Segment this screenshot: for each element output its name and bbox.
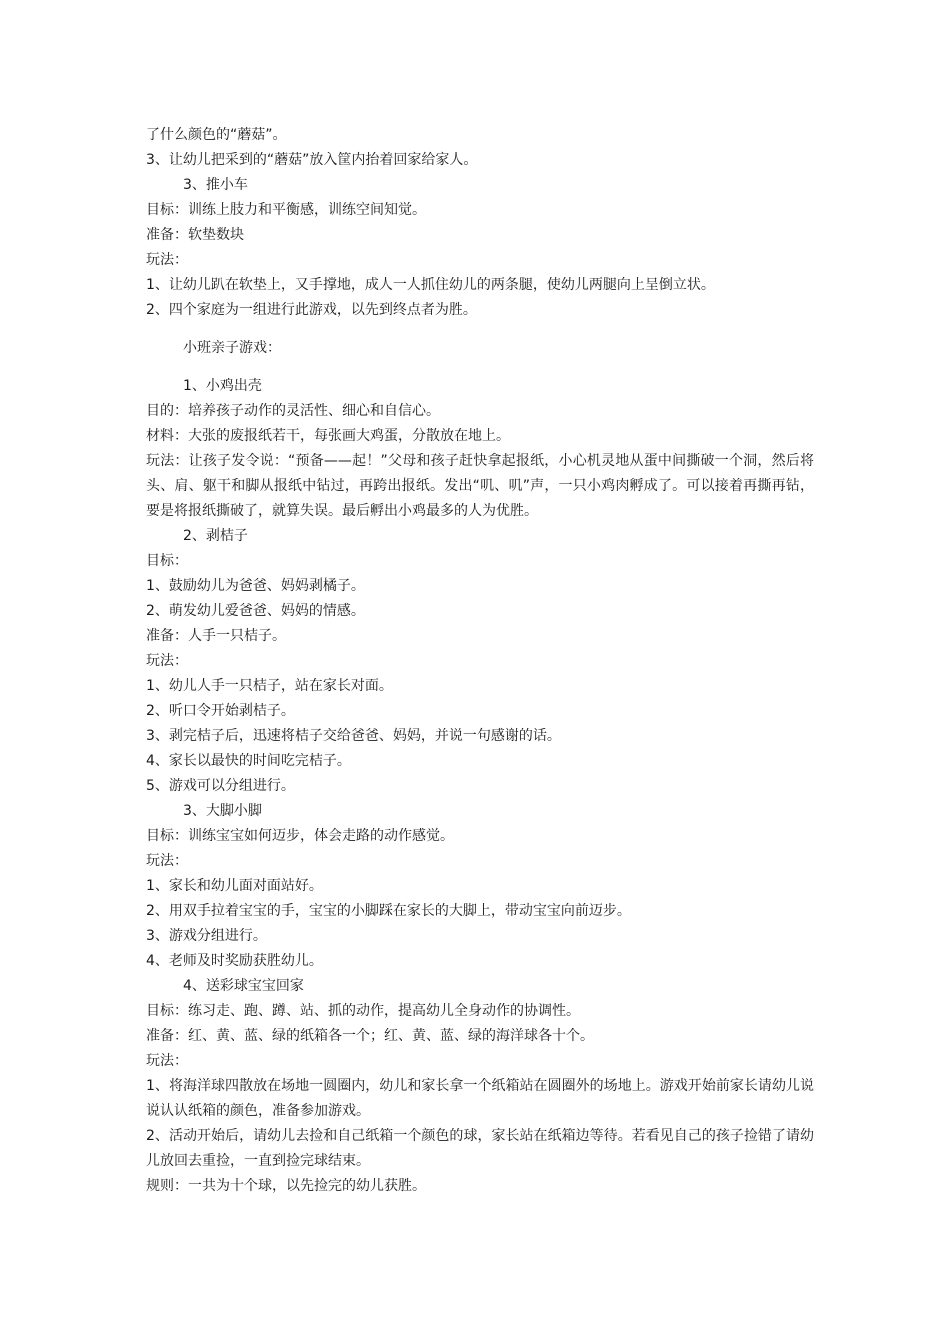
paragraph: 2、活动开始后，请幼儿去捡和自己纸箱一个颜色的球，家长站在纸箱边等待。若看见自己的孩子捡错了请幼儿放回去重捡，一直到捡完球结束。 (146, 1128, 814, 1169)
chapter-heading: 小班亲子游戏： (183, 340, 281, 356)
text-line: 目标：练习走、跑、蹲、站、抓的动作，提高幼儿全身动作的协调性。 (146, 1003, 580, 1019)
text-line: 目标：训练上肢力和平衡感，训练空间知觉。 (146, 202, 426, 218)
text-line: 玩法： (146, 653, 188, 669)
section-heading: 4、送彩球宝宝回家 (183, 978, 304, 994)
text-line: 规则：一共为十个球，以先捡完的幼儿获胜。 (146, 1178, 426, 1194)
section-heading: 1、小鸡出壳 (183, 378, 262, 394)
text-line: 1、鼓励幼儿为爸爸、妈妈剥橘子。 (146, 578, 365, 594)
text-line: 玩法： (146, 1053, 188, 1069)
text-line: 目的：培养孩子动作的灵活性、细心和自信心。 (146, 403, 440, 419)
text-line: 材料：大张的废报纸若干，每张画大鸡蛋，分散放在地上。 (146, 428, 510, 444)
paragraph: 1、将海洋球四散放在场地一圆圈内，幼儿和家长拿一个纸箱站在圆圈外的场地上。游戏开始前家长请幼儿说说认认纸箱的颜色，准备参加游戏。 (146, 1078, 814, 1119)
text-line: 准备：人手一只桔子。 (146, 628, 286, 644)
text-line: 了什么颜色的“蘑菇”。 (146, 127, 287, 143)
text-line: 目标：训练宝宝如何迈步，体会走路的动作感觉。 (146, 828, 454, 844)
text-line: 玩法： (146, 853, 188, 869)
text-line: 1、家长和幼儿面对面站好。 (146, 878, 323, 894)
text-line: 5、游戏可以分组进行。 (146, 778, 295, 794)
text-line: 4、家长以最快的时间吃完桔子。 (146, 753, 351, 769)
text-line: 3、让幼儿把采到的“蘑菇”放入筐内抬着回家给家人。 (146, 152, 478, 168)
text-line: 1、让幼儿趴在软垫上，又手撑地，成人一人抓住幼儿的两条腿，使幼儿两腿向上呈倒立状。 (146, 277, 715, 293)
text-line: 准备：软垫数块 (146, 227, 244, 243)
text-line: 2、萌发幼儿爱爸爸、妈妈的情感。 (146, 603, 365, 619)
text-line: 玩法： (146, 252, 188, 268)
text-line: 3、游戏分组进行。 (146, 928, 267, 944)
text-line: 1、幼儿人手一只桔子，站在家长对面。 (146, 678, 393, 694)
text-line: 2、听口令开始剥桔子。 (146, 703, 295, 719)
text-line: 2、四个家庭为一组进行此游戏，以先到终点者为胜。 (146, 302, 477, 318)
document-body (146, 123, 814, 1199)
section-heading: 3、推小车 (183, 177, 248, 193)
section-heading: 2、剥桔子 (183, 528, 248, 544)
text-line: 4、老师及时奖励获胜幼儿。 (146, 953, 323, 969)
text-line: 准备：红、黄、蓝、绿的纸箱各一个；红、黄、蓝、绿的海洋球各十个。 (146, 1028, 594, 1044)
text-line: 3、剥完桔子后，迅速将桔子交给爸爸、妈妈，并说一句感谢的话。 (146, 728, 561, 744)
text-line: 2、用双手拉着宝宝的手，宝宝的小脚踩在家长的大脚上，带动宝宝向前迈步。 (146, 903, 631, 919)
paragraph: 玩法：让孩子发令说：“预备——起！”父母和孩子赶快拿起报纸，小心机灵地从蛋中间撕破一个洞，然后将头、肩、躯干和脚从报纸中钻过，再跨出报纸。发出“叽、叽”声，一只小鸡肉孵成了。可以接着再撕再钻，要是将报纸撕破了，就算失误。最后孵出小鸡最多的人为优胜。 (146, 453, 814, 519)
section-heading: 3、大脚小脚 (183, 803, 262, 819)
text-line: 目标： (146, 553, 188, 569)
